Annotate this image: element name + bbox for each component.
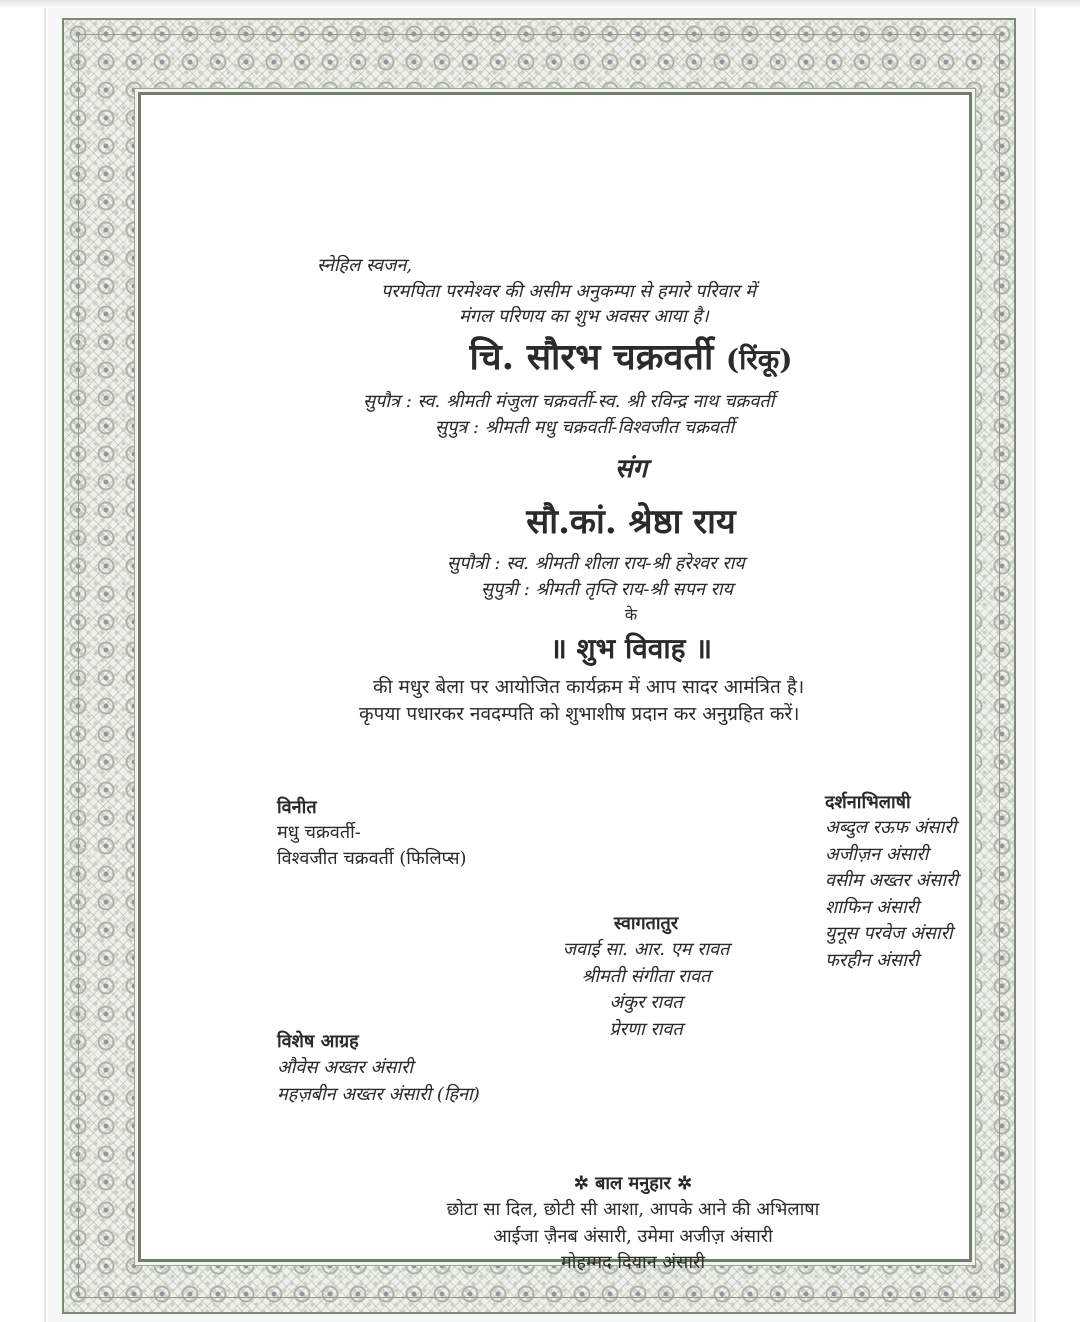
salutation: स्नेहिल स्वजन, [317, 255, 413, 276]
vineet-heading: विनीत [277, 797, 317, 818]
list-item: शाफिन अंसारी [825, 896, 919, 918]
bride-name: सौ.कां. श्रेष्ठा राय [526, 502, 736, 542]
darshnabhilashi-heading: दर्शनाभिलाषी [825, 792, 911, 813]
list-item: आईजा ज़ैनब अंसारी, उमेमा अजीज़ अंसारी [493, 1225, 773, 1247]
list-item: औवेस अख्तर अंसारी [277, 1057, 414, 1078]
ke-connector: के [624, 605, 638, 624]
swagatatur-heading: स्वागतातुर [613, 913, 679, 934]
groom-name: चि. सौरभ चक्रवर्ती [469, 336, 714, 378]
bride-grandparents: सुपौत्री : स्व. श्रीमती शीला राय-श्री हरेश्वर राय [447, 553, 745, 574]
invite-line-1: की मधुर बेला पर आयोजित कार्यक्रम में आप सादर आमंत्रित है। [373, 676, 805, 698]
list-item: अब्दुल रऊफ अंसारी [825, 817, 957, 838]
swagatatur-list [533, 937, 759, 1043]
bal-manuhar-list [391, 1197, 875, 1277]
list-item: मोहम्मद दियान अंसारी [560, 1252, 706, 1273]
photo-right-edge [1034, 8, 1036, 1322]
vishesh-agrah-list [277, 1055, 480, 1108]
vishesh-agrah-heading: विशेष आग्रह [277, 1031, 359, 1052]
vineet-line-1: मधु चक्रवर्ती- [277, 822, 361, 843]
list-item: फरहीन अंसारी [825, 949, 919, 971]
vineet-line-2: विश्वजीत चक्रवर्ती (फिलिप्स) [277, 848, 467, 869]
darshnabhilashi-list [825, 815, 958, 974]
photo-top-edge [0, 0, 1080, 8]
list-item: युनूस परवेज अंसारी [825, 923, 953, 944]
list-item: महज़बीन अख्तर अंसारी (हिना) [277, 1083, 480, 1105]
list-item: अंकुर रावत [609, 992, 683, 1013]
sang-connector: संग [614, 454, 648, 484]
list-item: श्रीमती संगीता रावत [581, 965, 711, 987]
list-item: वसीम अख्तर अंसारी [825, 870, 959, 891]
intro-line-2: मंगल परिणय का शुभ अवसर आया है। [459, 306, 709, 327]
invite-line-2: कृपया पधारकर नवदम्पति को शुभाशीष प्रदान कर अनुग्रहित करें। [359, 703, 800, 725]
invitation-card [48, 8, 1032, 1322]
groom-parents: सुपुत्र : श्रीमती मधु चक्रवर्ती-विश्वजीत चक्रवर्ती [435, 417, 734, 438]
content-panel [138, 92, 972, 1273]
list-item: जवाई सा. आर. एम रावत [562, 939, 730, 960]
groom-nickname: (रिंकू) [725, 343, 793, 376]
list-item: अजीज़न अंसारी [825, 843, 929, 865]
intro-line-1: परमपिता परमेश्वर की असीम अनुकम्पा से हमारे परिवार में [381, 281, 756, 302]
list-item: छोटा सा दिल, छोटी सी आशा, आपके आने की अभिलाषा [446, 1199, 820, 1220]
ornamental-border [62, 18, 1016, 1314]
photo-left-edge [44, 8, 46, 1322]
bride-parents: सुपुत्री : श्रीमती तृप्ति राय-श्री सपन राय [481, 579, 733, 600]
list-item: प्रेरणा रावत [609, 1018, 683, 1040]
shubh-vivah-title: ॥ शुभ विवाह ॥ [549, 632, 713, 665]
groom-grandparents: सुपौत्र : स्व. श्रीमती मंजुला चक्रवर्ती-स्व. श्री रविन्द्र नाथ चक्रवर्ती [363, 391, 775, 412]
groom-name-line [411, 331, 851, 380]
bal-manuhar-heading: ✲ बाल मनुहार ✲ [573, 1173, 693, 1194]
